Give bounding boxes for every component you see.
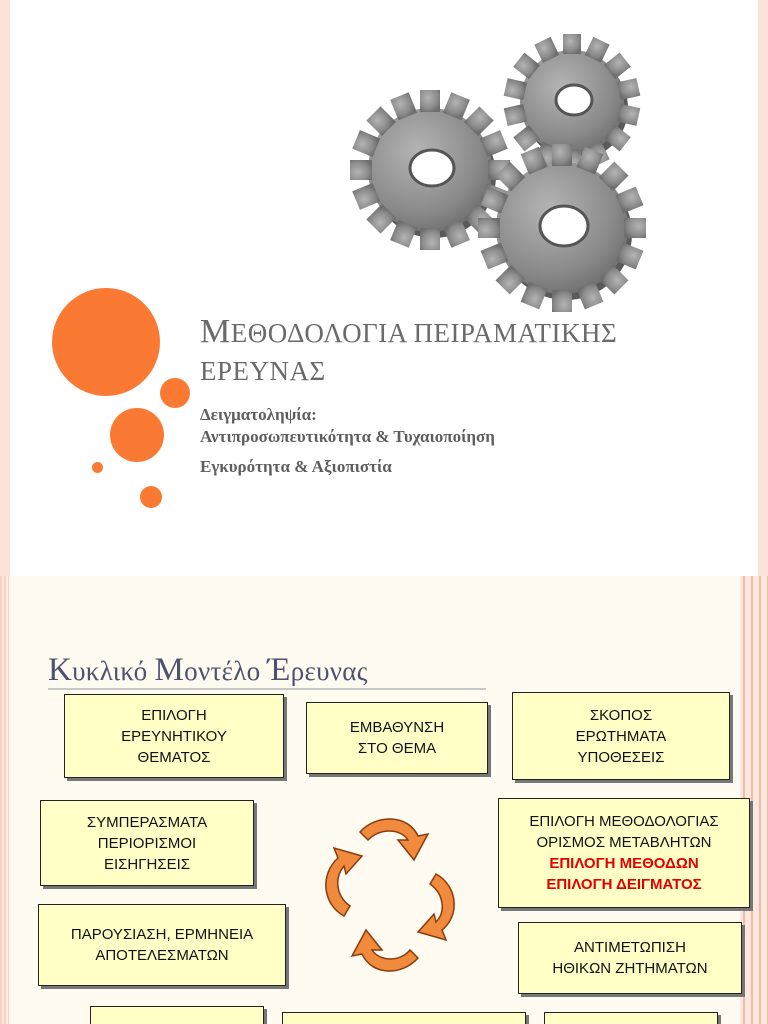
box-line: ΘΕΜΑΤΟΣ	[137, 748, 211, 766]
box-line: ΕΜΒΑΘΥΝΣΗ	[349, 719, 445, 736]
box-conclusions	[40, 800, 254, 886]
box-line: ΠΕΡΙΟΡΙΣΜΟΙ	[97, 834, 197, 852]
title2-cap1: Κ	[48, 652, 73, 688]
gear-bottom-right-icon	[478, 144, 646, 312]
box-line: ΟΡΙΣΜΟΣ ΜΕΤΑΒΛΗΤΩΝ	[536, 834, 712, 851]
box-line: ΕΠΙΛΟΓΗ ΜΕΘΟΔΟΛΟΓΙΑΣ	[529, 813, 719, 830]
slide-subtitle	[200, 404, 720, 478]
slide-right-edge	[758, 0, 768, 576]
gears-icon	[340, 30, 700, 330]
slide-left-edge	[0, 0, 10, 576]
orange-circle-medium	[110, 408, 164, 462]
box-line: ΕΠΙΛΟΓΗ	[141, 706, 207, 724]
box-line: ΕΙΣΗΓΗΣΕΙΣ	[103, 855, 191, 873]
orange-circle-small-bottom	[140, 486, 162, 508]
box-partial-bottom-right	[544, 1012, 718, 1024]
box-line: ΗΘΙΚΩΝ ΖΗΤΗΜΑΤΩΝ	[552, 960, 708, 977]
box-line: ΠΑΡΟΥΣΙΑΣΗ, ΕΡΜΗΝΕΙΑ	[70, 926, 254, 943]
slide-title-heading	[200, 313, 720, 390]
box-line: ΕΡΕΥΝΗΤΙΚΟΥ	[121, 727, 227, 745]
title-capital: Μ	[200, 313, 231, 350]
box-partial-bottom-left	[90, 1006, 264, 1024]
box-line: ΑΝΤΙΜΕΤΩΠΙΣΗ	[574, 939, 686, 956]
box-partial-bottom-center	[282, 1012, 526, 1024]
cycle-arrow-left	[326, 848, 362, 916]
box-line: ΣΥΜΠΕΡΑΣΜΑΤΑ	[86, 813, 208, 831]
orange-circle-small	[160, 378, 190, 408]
box-line: ΑΠΟΤΕΛΕΣΜΑΤΩΝ	[95, 947, 229, 964]
box-goal-questions	[512, 692, 730, 780]
title2-cap3: Έ	[267, 652, 291, 688]
slide-left-stripes	[0, 576, 9, 1024]
box-line: ΕΡΩΤΗΜΑΤΑ	[575, 727, 667, 745]
slide-cyclic-model	[0, 576, 768, 1024]
title2-rest1: υκλικό	[72, 656, 155, 686]
title2-rest2: οντέλο	[184, 656, 268, 686]
title-underline	[48, 688, 486, 690]
box-deepen-topic	[306, 702, 488, 774]
title-line1: ΕΘΟΔΟΛΟΓΙΑ ΠΕΙΡΑΜΑΤΙΚΗΣ	[230, 318, 618, 348]
cycle-arrow-top	[360, 819, 428, 860]
title2-rest3: ρευνας	[290, 656, 368, 686]
box-methodology	[498, 798, 750, 908]
box-line-highlight: ΕΠΙΛΟΓΗ ΔΕΙΓΜΑΤΟΣ	[546, 876, 702, 893]
cycle-arrows-icon	[318, 800, 464, 988]
box-line: ΣΚΟΠΟΣ	[589, 706, 653, 724]
subtitle-line1: Δειγματοληψία:	[200, 405, 317, 424]
subtitle-line2: Αντιπροσωπευτικότητα & Τυχαιοποίηση	[200, 427, 495, 446]
box-ethics	[518, 922, 742, 994]
cycle-arrow-bottom	[352, 930, 418, 971]
title2-cap2: Μ	[154, 652, 185, 688]
orange-circle-large	[52, 288, 160, 396]
box-line: ΣΤΟ ΘΕΜΑ	[357, 740, 437, 757]
orange-circle-tiny	[92, 462, 103, 473]
title-line2: ΕΡΕΥΝΑΣ	[200, 356, 326, 386]
cycle-arrow-right	[418, 874, 454, 940]
box-line-highlight: ΕΠΙΛΟΓΗ ΜΕΘΟΔΩΝ	[549, 855, 699, 872]
box-presentation	[38, 904, 286, 986]
box-line: ΥΠΟΘΕΣΕΙΣ	[577, 748, 665, 766]
subtitle-line3: Εγκυρότητα & Αξιοπιστία	[200, 457, 392, 476]
slide2-title	[48, 650, 528, 691]
box-topic-selection	[64, 694, 284, 778]
